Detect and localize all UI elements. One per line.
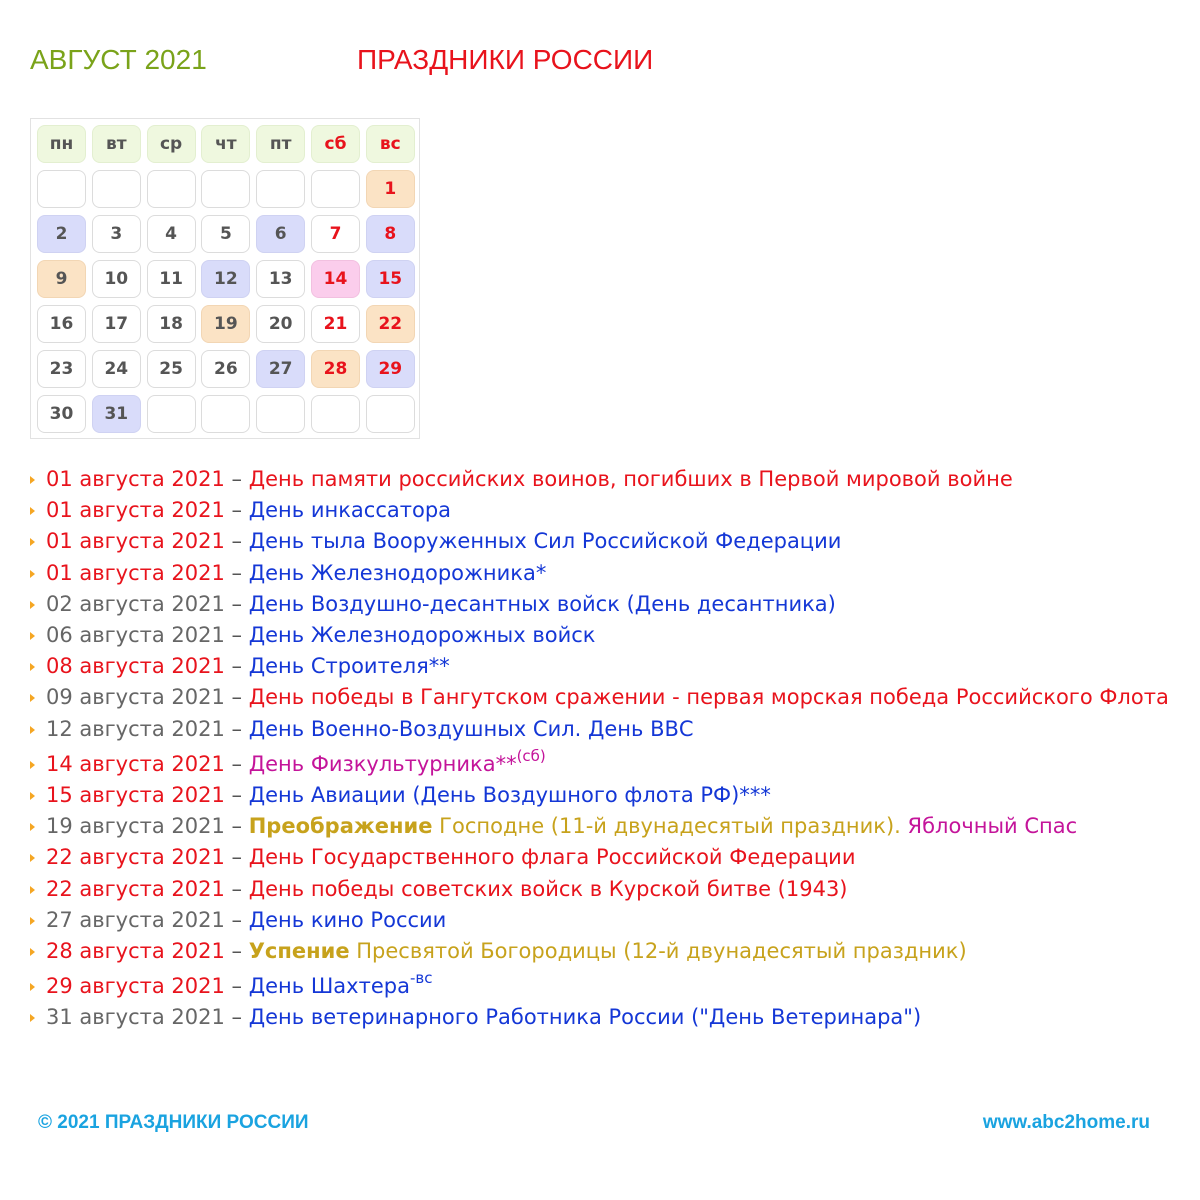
bullet-arrow-icon <box>30 476 35 484</box>
weekday-header: вс <box>366 125 415 163</box>
calendar-day[interactable]: 27 <box>256 350 305 388</box>
calendar-day[interactable]: 26 <box>201 350 250 388</box>
calendar-empty-cell <box>311 170 360 208</box>
holiday-item <box>30 495 1190 526</box>
holiday-item <box>30 746 1190 780</box>
dash-separator: – <box>224 751 249 776</box>
bullet-arrow-icon <box>30 694 35 702</box>
dash-separator: – <box>224 814 249 839</box>
bullet-arrow-icon <box>30 570 35 578</box>
holiday-date: 01 августа 2021 <box>46 498 225 523</box>
dash-separator: – <box>224 716 249 741</box>
bullet-arrow-icon <box>30 1014 35 1022</box>
holiday-date: 31 августа 2021 <box>46 1005 225 1030</box>
holiday-name: День Государственного флага Российской Федерации <box>248 845 856 870</box>
holiday-name: День победы в Гангутском сражении - первая морская победа Российского Флота <box>248 685 1169 710</box>
holiday-item <box>30 464 1190 495</box>
dash-separator: – <box>224 1005 249 1030</box>
holiday-name: День Шахтера <box>248 974 410 999</box>
dash-separator: – <box>224 591 249 616</box>
holiday-superscript: (сб) <box>516 746 546 765</box>
dash-separator: – <box>224 654 249 679</box>
dash-separator: – <box>224 845 249 870</box>
copyright-text: © 2021 ПРАЗДНИКИ РОССИИ <box>38 1112 309 1133</box>
calendar-day[interactable]: 17 <box>92 305 141 343</box>
bullet-arrow-icon <box>30 663 35 671</box>
calendar-empty-cell <box>256 170 305 208</box>
calendar-day[interactable]: 9 <box>37 260 86 298</box>
weekday-header: пн <box>37 125 86 163</box>
holiday-date: 08 августа 2021 <box>46 654 225 679</box>
calendar-day[interactable]: 15 <box>366 260 415 298</box>
holiday-name: День победы советских войск в Курской битве (1943) <box>248 876 848 901</box>
calendar-day[interactable]: 28 <box>311 350 360 388</box>
bullet-arrow-icon <box>30 507 35 515</box>
bullet-arrow-icon <box>30 601 35 609</box>
holiday-name: День Авиации (День Воздушного флота РФ)*** <box>248 783 771 808</box>
calendar-empty-cell <box>256 395 305 433</box>
calendar-day[interactable]: 18 <box>147 305 196 343</box>
calendar-day[interactable]: 8 <box>366 215 415 253</box>
calendar-day[interactable]: 21 <box>311 305 360 343</box>
holiday-item <box>30 620 1190 651</box>
calendar-day[interactable]: 10 <box>92 260 141 298</box>
holiday-item <box>30 842 1190 873</box>
weekday-header: вт <box>92 125 141 163</box>
calendar-day[interactable]: 7 <box>311 215 360 253</box>
holiday-item <box>30 589 1190 620</box>
holiday-date: 01 августа 2021 <box>46 529 225 554</box>
holiday-date: 15 августа 2021 <box>46 783 225 808</box>
bullet-arrow-icon <box>30 632 35 640</box>
calendar-day[interactable]: 4 <box>147 215 196 253</box>
dash-separator: – <box>224 974 249 999</box>
calendar-day[interactable]: 22 <box>366 305 415 343</box>
dash-separator: – <box>224 560 249 585</box>
holiday-name: Господне (11-й двунадесятый праздник). <box>432 814 908 839</box>
calendar-day[interactable]: 14 <box>311 260 360 298</box>
calendar-day[interactable]: 25 <box>147 350 196 388</box>
weekday-header: чт <box>201 125 250 163</box>
holiday-date: 09 августа 2021 <box>46 685 225 710</box>
holiday-name: День Воздушно-десантных войск (День десантника) <box>248 591 836 616</box>
calendar-day[interactable]: 1 <box>366 170 415 208</box>
holiday-item <box>30 714 1190 745</box>
calendar-day[interactable]: 3 <box>92 215 141 253</box>
calendar-day[interactable]: 24 <box>92 350 141 388</box>
holiday-name: Пресвятой Богородицы (12-й двунадесятый праздник) <box>349 939 967 964</box>
holiday-name: День Физкультурника** <box>248 751 517 776</box>
holiday-list <box>30 464 1190 1034</box>
dash-separator: – <box>224 685 249 710</box>
dash-separator: – <box>224 783 249 808</box>
holiday-item <box>30 651 1190 682</box>
holiday-date: 27 августа 2021 <box>46 907 225 932</box>
holiday-item <box>30 780 1190 811</box>
dash-separator: – <box>224 907 249 932</box>
calendar-grid <box>30 118 420 439</box>
bullet-arrow-icon <box>30 983 35 991</box>
holiday-name: День тыла Вооруженных Сил Российской Федерации <box>248 529 842 554</box>
calendar-day[interactable]: 29 <box>366 350 415 388</box>
holiday-name: День Военно-Воздушных Сил. День ВВС <box>248 716 694 741</box>
holiday-date: 06 августа 2021 <box>46 623 225 648</box>
calendar-day[interactable]: 30 <box>37 395 86 433</box>
holiday-superscript: -вс <box>409 969 433 988</box>
holiday-item <box>30 905 1190 936</box>
holiday-name: День Железнодорожника* <box>248 560 547 585</box>
calendar-day[interactable]: 12 <box>201 260 250 298</box>
holiday-item <box>30 811 1190 842</box>
holiday-date: 12 августа 2021 <box>46 716 225 741</box>
site-url-link[interactable]: www.abc2home.ru <box>982 1112 1150 1133</box>
holiday-name: Яблочный Спас <box>907 814 1078 839</box>
calendar-empty-cell <box>311 395 360 433</box>
holiday-name: День Строителя** <box>248 654 450 679</box>
calendar-empty-cell <box>366 395 415 433</box>
page-heading: ПРАЗДНИКИ РОССИИ <box>357 44 654 75</box>
holiday-item <box>30 526 1190 557</box>
bullet-arrow-icon <box>30 823 35 831</box>
calendar-day[interactable]: 31 <box>92 395 141 433</box>
bullet-arrow-icon <box>30 726 35 734</box>
holiday-name: Успение <box>248 939 350 964</box>
dash-separator: – <box>224 876 249 901</box>
calendar-day[interactable]: 2 <box>37 215 86 253</box>
calendar-empty-cell <box>201 395 250 433</box>
calendar-day[interactable]: 6 <box>256 215 305 253</box>
month-title: АВГУСТ 2021 <box>30 44 207 75</box>
holiday-date: 01 августа 2021 <box>46 560 225 585</box>
holiday-name: Преображение <box>248 814 433 839</box>
bullet-arrow-icon <box>30 761 35 769</box>
holiday-date: 29 августа 2021 <box>46 974 225 999</box>
bullet-arrow-icon <box>30 948 35 956</box>
calendar-day[interactable]: 20 <box>256 305 305 343</box>
holiday-item <box>30 874 1190 905</box>
weekday-header: пт <box>256 125 305 163</box>
dash-separator: – <box>224 939 249 964</box>
holiday-name: День Железнодорожных войск <box>248 623 596 648</box>
calendar-empty-cell <box>201 170 250 208</box>
weekday-header: сб <box>311 125 360 163</box>
calendar-empty-cell <box>92 170 141 208</box>
bullet-arrow-icon <box>30 792 35 800</box>
holiday-item <box>30 682 1190 713</box>
dash-separator: – <box>224 529 249 554</box>
holiday-date: 28 августа 2021 <box>46 939 225 964</box>
holiday-date: 01 августа 2021 <box>46 467 225 491</box>
dash-separator: – <box>224 623 249 648</box>
holiday-name: День памяти российских воинов, погибших в Первой мировой войне <box>248 467 1013 491</box>
dash-separator: – <box>224 467 249 491</box>
calendar-day[interactable]: 23 <box>37 350 86 388</box>
bullet-arrow-icon <box>30 854 35 862</box>
holiday-item <box>30 558 1190 589</box>
weekday-header: ср <box>147 125 196 163</box>
calendar-day[interactable]: 5 <box>201 215 250 253</box>
calendar-day[interactable]: 11 <box>147 260 196 298</box>
holiday-date: 19 августа 2021 <box>46 814 225 839</box>
holiday-date: 22 августа 2021 <box>46 876 225 901</box>
holiday-name: День кино России <box>248 907 447 932</box>
bullet-arrow-icon <box>30 538 35 546</box>
holiday-name: День ветеринарного Работника России ("День Ветеринара") <box>248 1005 922 1030</box>
holiday-item <box>30 1002 1190 1033</box>
holiday-date: 14 августа 2021 <box>46 751 225 776</box>
bullet-arrow-icon <box>30 886 35 894</box>
holiday-name: День инкассатора <box>248 498 452 523</box>
holiday-item <box>30 936 1190 967</box>
calendar-day[interactable]: 19 <box>201 305 250 343</box>
holiday-item <box>30 971 1190 1002</box>
dash-separator: – <box>224 498 249 523</box>
calendar-empty-cell <box>37 170 86 208</box>
holiday-date: 02 августа 2021 <box>46 591 225 616</box>
bullet-arrow-icon <box>30 917 35 925</box>
calendar-empty-cell <box>147 170 196 208</box>
calendar-day[interactable]: 16 <box>37 305 86 343</box>
calendar-day[interactable]: 13 <box>256 260 305 298</box>
holiday-date: 22 августа 2021 <box>46 845 225 870</box>
calendar-empty-cell <box>147 395 196 433</box>
